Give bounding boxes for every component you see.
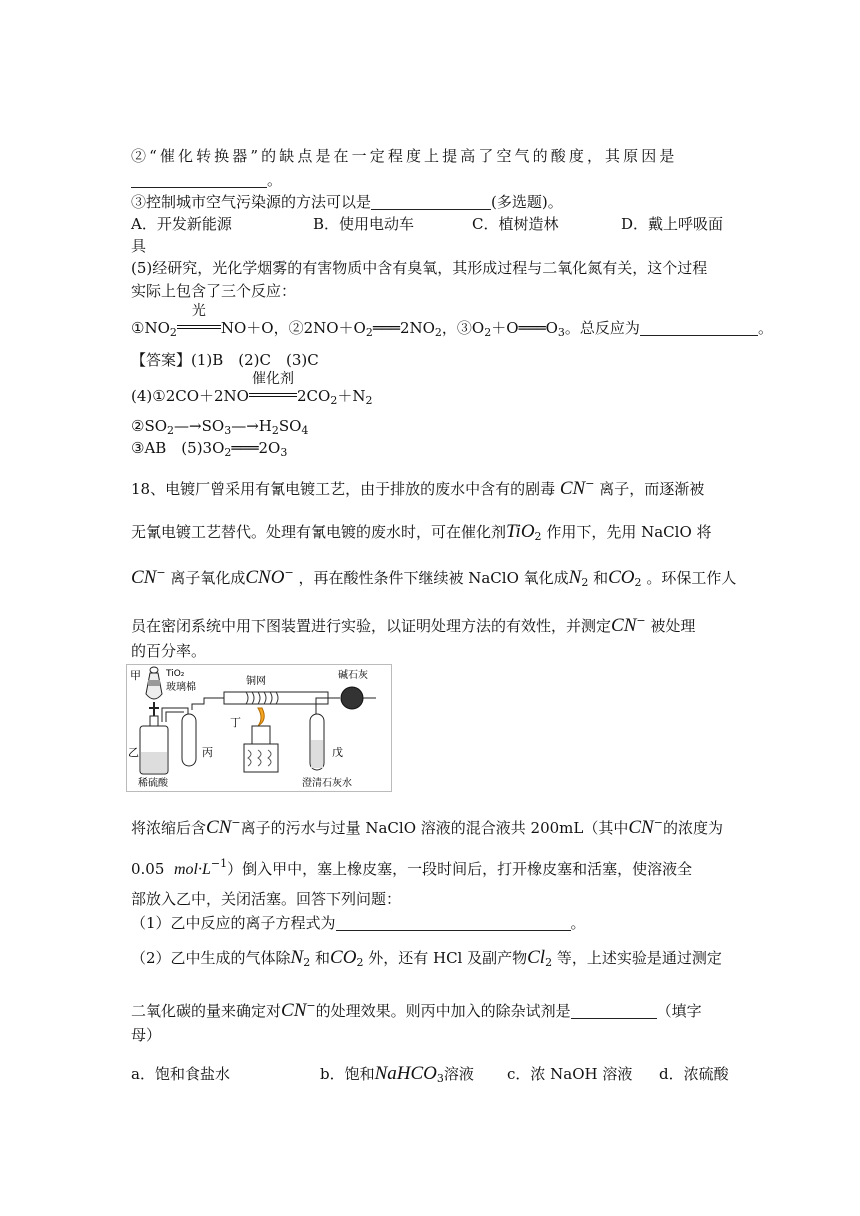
- label-xiliusuan: 稀硫酸: [138, 778, 168, 789]
- label-yi: 乙: [128, 746, 139, 759]
- option-c: C．植树造林: [472, 215, 559, 233]
- option-d: d．浓硫酸: [659, 1065, 729, 1083]
- q18-part1: （1）乙中反应的离子方程式为 。: [131, 914, 586, 932]
- label-wu: 戊: [332, 746, 343, 759]
- answer-blank[interactable]: [371, 195, 491, 210]
- label-jia: 甲: [130, 669, 141, 682]
- q18-options: [131, 1064, 729, 1089]
- q5-line1: (5)经研究，光化学烟雾的有害物质中含有臭氧，其形成过程与二氧化氮有关，这个过程: [131, 259, 708, 277]
- option-b: B．使用电动车: [313, 215, 415, 233]
- label-jianshihui: 碱石灰: [338, 670, 368, 681]
- q3-line: ③控制城市空气污染源的方法可以是 (多选题)。: [131, 193, 563, 211]
- answer-line3: $②SO_2—\to SO_3—\to H_2SO_4$: [131, 417, 309, 437]
- label-tio2: TiO₂: [166, 669, 185, 679]
- label-boli: 玻璃棉: [166, 682, 196, 693]
- option-c: c．浓 NaOH 溶液: [507, 1065, 633, 1083]
- label-tongwang: 铜网: [246, 676, 266, 687]
- apparatus-diagram: [126, 664, 392, 792]
- q18-part2-line3: 母）: [131, 1026, 162, 1044]
- answer-blank[interactable]: [336, 916, 571, 931]
- answer-line2: (4)①2CO＋2NO 催化剂 $2CO_2+N_2$: [131, 371, 373, 407]
- q18-line2: 无氰电镀工艺替代。处理有氰电镀的废水时，可在催化剂TiO$_2$ 作用下，先用 NaClO 将: [131, 521, 712, 543]
- light-arrow: 光: [177, 318, 221, 338]
- q5-line2: 实际上包含了三个反应：: [131, 282, 297, 300]
- q18-line6: 将浓缩后含CN−离子的污水与过量 NaClO 溶液的混合液共 200mL（其中CN−的浓度为: [131, 816, 723, 838]
- label-bing: 丙: [202, 746, 213, 759]
- q18-line3: CN− 离子氧化成CNO− ，再在酸性条件下继续被 NaClO 氧化成$N_2$ 和$CO_2$ 。环保工作人: [131, 566, 737, 589]
- label-chengqing: 澄清石灰水: [302, 778, 352, 789]
- option-a: A．开发新能源: [131, 215, 232, 233]
- q2-line1: ②“催化转换器”的缺点是在一定程度上提高了空气的酸度，其原因是: [131, 147, 678, 165]
- q5-reactions: $①NO_2$ 光 NO＋O，$②2NO+O_2═══2NO_2$，$③O_2+O═══O_3$。总反应为 。: [131, 303, 773, 339]
- answer-blank[interactable]: [571, 1004, 657, 1019]
- option-d: D．戴上呼吸面: [621, 215, 724, 233]
- q2-line2: 。: [131, 170, 282, 190]
- q18-line8: 部放入乙中，关闭活塞。回答下列问题：: [131, 890, 402, 908]
- q18-line7: 0.05 $mol\cdot L^{-1}$）倒入甲中，塞上橡皮塞，一段时间后，打开橡皮塞和活塞，使溶液全: [131, 857, 693, 878]
- answer-line4: ③AB $(5)3O_2═══2O_3$: [131, 439, 288, 459]
- q3-option-wrap: 具: [131, 237, 147, 255]
- answer-blank[interactable]: [131, 173, 267, 188]
- q18-part2-line2: 二氧化碳的量来确定对CN−的处理效果。则丙中加入的除杂试剂是 （填字: [131, 999, 702, 1021]
- label-ding: 丁: [230, 716, 241, 729]
- q3-options: [131, 214, 723, 234]
- q18-line4: 员在密闭系统中用下图装置进行实验，以证明处理方法的有效性，并测定CN− 被处理: [131, 614, 696, 636]
- answer-blank[interactable]: [640, 321, 758, 336]
- q18-line5: 的百分率。: [131, 642, 207, 660]
- q18-part2: （2）乙中生成的气体除$N_2$ 和$CO_2$ 外，还有 HCl 及副产物$Cl_2$ 等，上述实验是通过测定: [131, 947, 722, 969]
- option-a: a．饱和食盐水: [131, 1065, 230, 1083]
- catalyst-arrow: 催化剂: [249, 386, 297, 406]
- option-b: b．饱和NaHCO$_3$溶液: [320, 1063, 474, 1085]
- q18-line1: 18、电镀厂曾采用有氰电镀工艺，由于排放的废水中含有的剧毒 CN− 离子，而逐渐被: [131, 477, 705, 499]
- answer-line1: 【答案】(1)B (2)C (3)C: [131, 351, 319, 369]
